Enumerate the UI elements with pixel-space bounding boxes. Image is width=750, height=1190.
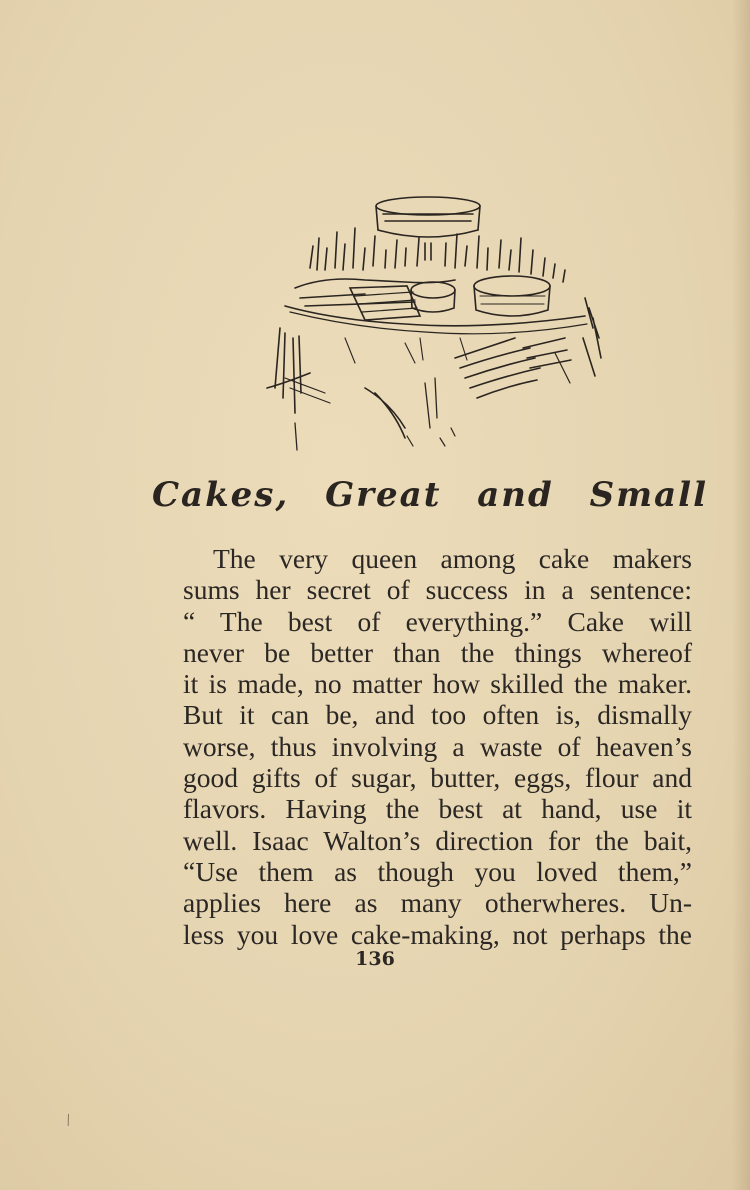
body-paragraph	[183, 543, 692, 950]
cakes-on-table-sketch-icon	[255, 188, 615, 458]
chapter-title: Cakes, Great and Small	[151, 475, 708, 515]
text-line: worse, thus involving a waste of heaven’s	[183, 730, 692, 762]
text-line: flavors. Having the best at hand, use it	[183, 793, 692, 825]
text-line: “Use them as though you loved them,”	[183, 855, 692, 887]
text-line: less you love cake-making, not perhaps the	[183, 918, 692, 950]
text-line: good gifts of sugar, butter, eggs, flour and	[183, 762, 692, 794]
page-edge-shadow	[732, 0, 750, 1190]
text-line: “ The best of everything.” Cake will	[183, 605, 692, 637]
text-line: it is made, no matter how skilled the maker.	[183, 668, 692, 700]
page-number: 136	[355, 948, 395, 970]
text-line: The very queen among cake makers	[213, 543, 692, 574]
text-line: But it can be, and too often is, dismally	[183, 699, 692, 731]
paper-speck	[67, 1113, 70, 1127]
text-line: sums her secret of success in a sentence:	[183, 574, 692, 606]
text-line: well. Isaac Walton’s direction for the bait,	[183, 824, 692, 856]
text-line: applies here as many otherwheres. Un-	[183, 887, 692, 919]
text-line: never be better than the things whereof	[183, 636, 692, 668]
